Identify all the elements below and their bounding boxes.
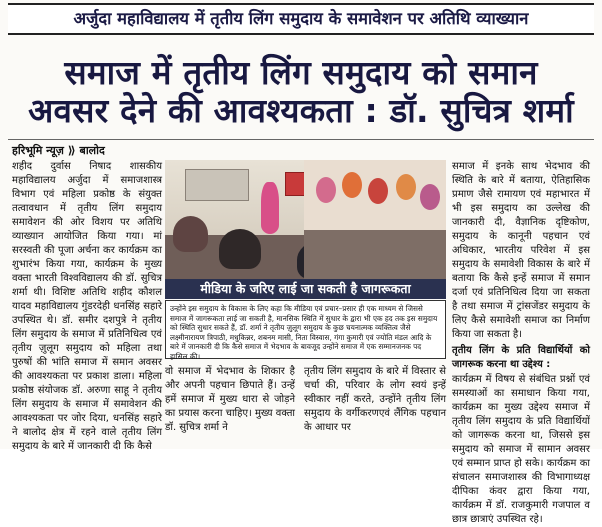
caption-text: उन्होंने इस समुदाय के विकास के लिए कहा कि मीडिया एवं प्रचार–प्रसार ही एक माध्यम से जिससे समाज में जागरूकता लाई जा सकती है, मानसिक स्थिति में सुधार के द्वारा भी एक हद तक इस समुदाय को स्थिति सुधार सकते हैं, डॉ. शर्मा ने तृतीय ज़ुलूग समुदाय के कुछ चयनात्मक व्यक्तित्व जैसे लक्ष्मीनारायण त्रिपाठी, मधुकिन्नर, शबनम मासी, निता विस्वास, गंगा कुमारी एवं ज्योति मंडल आदि के बारे में जानकारी दी कि कैसे समाज में भेदभाव के बावजूद उन्होंने समाज में एक सम्मानजनक पद हासिल की। [165, 300, 446, 359]
audience-figure-2 [219, 229, 261, 269]
column-4-subheading: तृतीय लिंग के प्रति विद्यार्थियों को जागरूक करना था उद्देश्य : [452, 345, 590, 370]
headline-line-1: समाज में तृतीय लिंग समुदाय को समान [64, 53, 538, 92]
kicker-headline: अर्जुदा महाविद्यालय में तृतीय लिंग समुदाय के समावेशन पर अतिथि व्याख्यान [8, 3, 594, 35]
panel-figure-5 [420, 184, 440, 210]
panel-figure-1 [316, 177, 336, 203]
panel-figure-4 [396, 174, 416, 200]
speaker-figure [261, 182, 279, 234]
column-4-text: समाज में इनके साथ भेदभाव की स्थिति के बारे में बताया, ऐतिहासिक प्रमाण जैसे रामायण एवं महाभारत में भी इस समुदाय का उल्लेख की जानकारी दी, वैज्ञानिक दृष्टिकोण, समुदाय के कानूनी पहचान एवं अधिकार, भारतीय परिवेश में इस समुदाय के समावेशी विकास के बारे में बताया कि कैसे इन्हें समाज में समान दर्जा एवं प्रतिनिधित्व दिया जा सकता है तथा समाज में ट्रांसजेंडर समुदाय के लिए कैसे समावेशी समाज का निर्माण किया जा सकता है। [452, 161, 590, 340]
main-headline [8, 54, 594, 130]
column-3-text: तृतीय लिंग समुदाय के बारे में विस्तार से चर्चा की, परिवार के लोग स्वयं इन्हें स्वीकार नहीं करते, उन्होंने तृतीय लिंग समुदाय के वर्गीकरणएवं लैंगिक पहचान के आधार पर [304, 366, 446, 433]
panel-figure-3 [368, 178, 388, 204]
column-1-text: शहीद दुर्वास निषाद शासकीय महाविद्यालय अर्जुदा में समाजशास्त्र विभाग एवं महिला प्रकोष्ठ के संयुक्त तत्वावधान में तृतीय लिंग समुदाय समावेशन की ओर विशय पर अतिथि व्याख्यान आयोजित किया गया। मां सरस्वती की पूजा अर्चना कर कार्यक्रम का शुभारंभ किया गया, कार्यक्रम के मुख्य वक्ता भारती विश्वविद्यालय की डॉ. सुचित्र शर्मा थी। विशिष्ट अतिथि शहीद कौशल यादव महाविद्यालय गुंडरदेही धनसिंह सहारे उपस्थित थे। डॉ. समीर दशपुत्रे ने तृतीय लिंग समुदाय के समाज में प्रतिनिधित्व एवं तृतीय ज़ुलूग समुदाय को महिला तथा पुरुषों की भांति समाज में समान अवसर की आवश्यकता पर प्रकाश डाला। महिला प्रकोष्ठ संयोजक डॉ. अरुणा साहू ने तृतीय लिंग समुदाय के समाज में समावेशन की आवश्यकता पर जोर दिया, धनसिंह सहारे ने बालोद क्षेत्र में रहने वाले तृतीय लिंग समुदाय के बारे में जानकारी दी कि कैसे [12, 161, 162, 452]
column-4-text-2: कार्यक्रम में विषय से संबंधित प्रश्नों एवं समस्याओं का समाधान किया गया, कार्यक्रम का मुख्य उद्देश्य समाज में तृतीय लिंग समुदाय के प्रति विद्यार्थियों को जागरूक करना था, जिससे इस समुदाय को समाज में सामान अवसर एवं सम्मान प्राप्त हो सके। कार्यक्रम का संचालन समाजशास्त्र की विभागाध्यक्ष दीपिका कंवर द्वारा किया गया, कार्यक्रम में डॉ. राजकुमारी गजपाल व छात्र छात्राएं उपस्थित रहे। [452, 374, 590, 525]
column-2-text: वो समाज में भेदभाव के शिकार है और अपनी पहचान छिपाते हैं। उन्हें हमें समाज में मुख्य धारा से जोड़ने का प्रयास करना चाहिए। मुख्य वक्ता डॉ. सुचित्र शर्मा ने [165, 366, 295, 433]
headline-line-2: अवसर देने की आवश्यकता : डॉ. सुचित्र शर्मा [28, 91, 574, 130]
divider-rule [8, 139, 594, 140]
photo-board [185, 169, 249, 201]
column-4 [452, 160, 590, 525]
caption-title: मीडिया के जरिए लाई जा सकती है जागरूकता [165, 279, 446, 299]
panel-figure-2 [342, 172, 362, 198]
audience-figure-1 [173, 216, 208, 252]
photo2-table [304, 230, 446, 279]
byline: हरिभूमि न्यूज़ ⟫ बालोद [12, 144, 105, 157]
event-photo-2 [304, 160, 446, 279]
